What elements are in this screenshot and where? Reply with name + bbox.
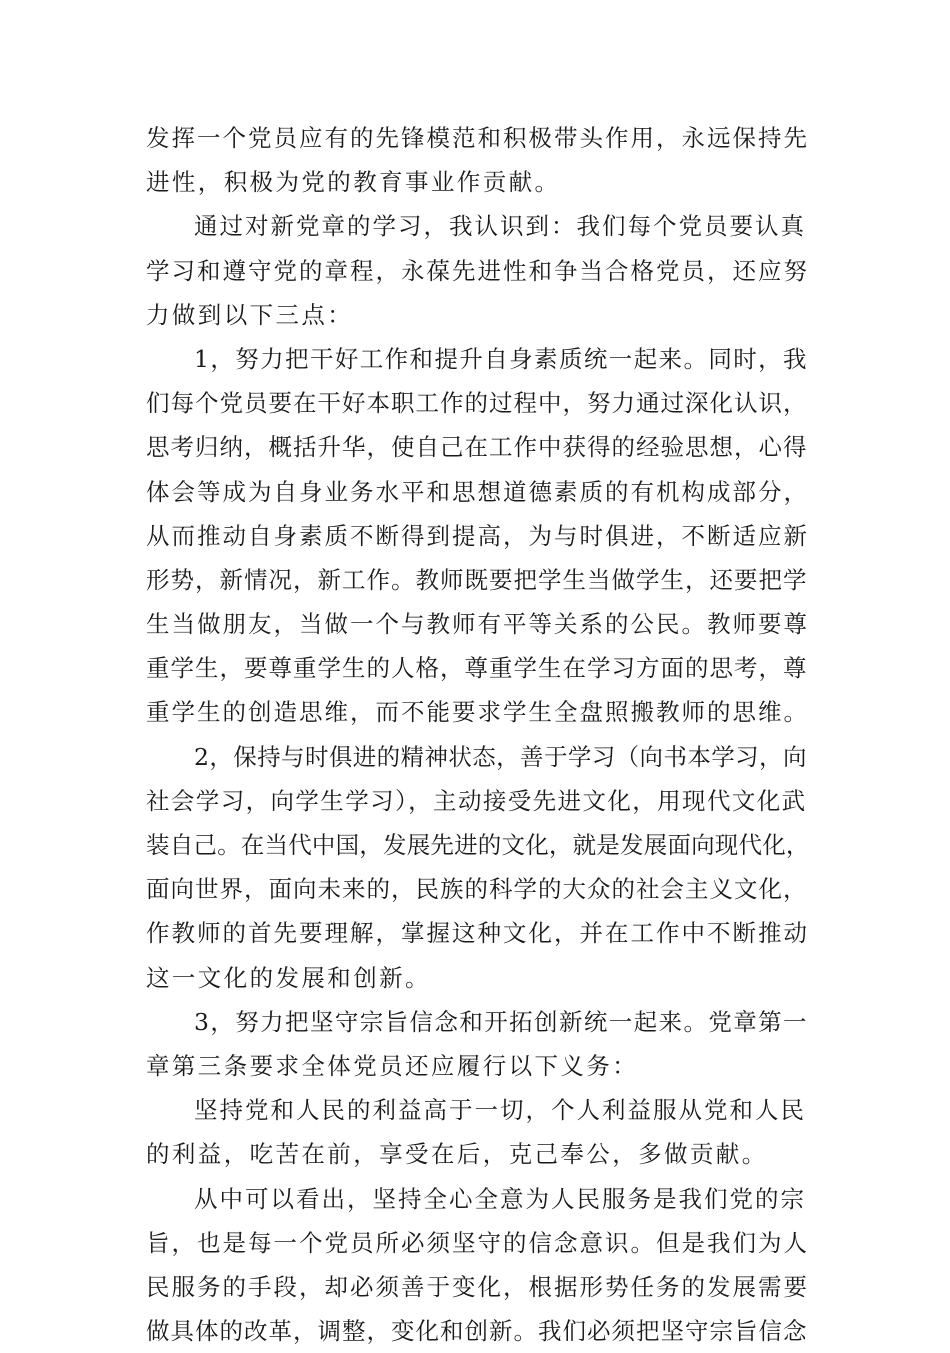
text-line: 重学生的创造思维，而不能要求学生全盘照搬教师的思维。: [146, 698, 809, 727]
text-line: 这一文化的发展和创新。: [146, 963, 431, 992]
text-line: 作教师的首先要理解，掌握这种文化，并在工作中不断推动: [146, 919, 809, 948]
text-line: 生当做朋友，当做一个与教师有平等关系的公民。教师要尊: [146, 610, 809, 639]
text-line: 3，努力把坚守宗旨信念和开拓创新统一起来。党章第一: [194, 1007, 808, 1036]
text-line: 的利益，吃苦在前，享受在后，克己奉公，多做贡献。: [146, 1140, 768, 1169]
text-line: 2，保持与时俱进的精神状态，善于学习（向书本学习，向: [194, 742, 807, 771]
text-line: 从而推动自身素质不断得到提高，为与时俱进，不断适应新: [146, 521, 809, 550]
text-line: 从中可以看出，坚持全心全意为人民服务是我们党的宗: [194, 1184, 806, 1213]
text-line: 形势，新情况，新工作。教师既要把学生当做学生，还要把学: [146, 565, 808, 594]
text-line: 旨，也是每一个党员所必须坚守的信念意识。但是我们为人: [146, 1228, 809, 1257]
text-line: 章第三条要求全体党员还应履行以下义务：: [146, 1051, 639, 1080]
text-line: 做具体的改革，调整，变化和创新。我们必须把坚守宗旨信念: [146, 1317, 808, 1346]
text-line: 民服务的手段，却必须善于变化，根据形势任务的发展需要: [146, 1272, 809, 1301]
text-line: 体会等成为自身业务水平和思想道德素质的有机构成部分，: [146, 477, 809, 506]
text-line: 思考归纳，概括升华，使自己在工作中获得的经验思想，心得: [146, 433, 808, 462]
text-line: 面向世界，面向未来的，民族的科学的大众的社会主义文化，: [146, 875, 808, 904]
text-line: 通过对新党章的学习，我认识到：我们每个党员要认真: [194, 212, 806, 241]
body-text: [146, 116, 810, 1353]
text-line: 1，努力把干好工作和提升自身素质统一起来。同时，我: [194, 344, 808, 373]
text-line: 社会学习，向学生学习），主动接受先进文化，用现代文化武: [146, 786, 807, 815]
text-line: 坚持党和人民的利益高于一切，个人利益服从党和人民: [194, 1096, 806, 1125]
text-line: 力做到以下三点：: [146, 300, 354, 329]
text-line: 装自己。在当代中国，发展先进的文化，就是发展面向现代化，: [146, 831, 810, 859]
text-line: 进性，积极为党的教育事业作贡献。: [146, 168, 561, 197]
text-line: 学习和遵守党的章程，永葆先进性和争当合格党员，还应努: [146, 256, 809, 285]
text-line: 们每个党员要在干好本职工作的过程中，努力通过深化认识，: [146, 389, 808, 418]
text-line: 发挥一个党员应有的先锋模范和积极带头作用，永远保持先: [146, 124, 809, 152]
text-line: 重学生，要尊重学生的人格，尊重学生在学习方面的思考，尊: [146, 654, 808, 683]
